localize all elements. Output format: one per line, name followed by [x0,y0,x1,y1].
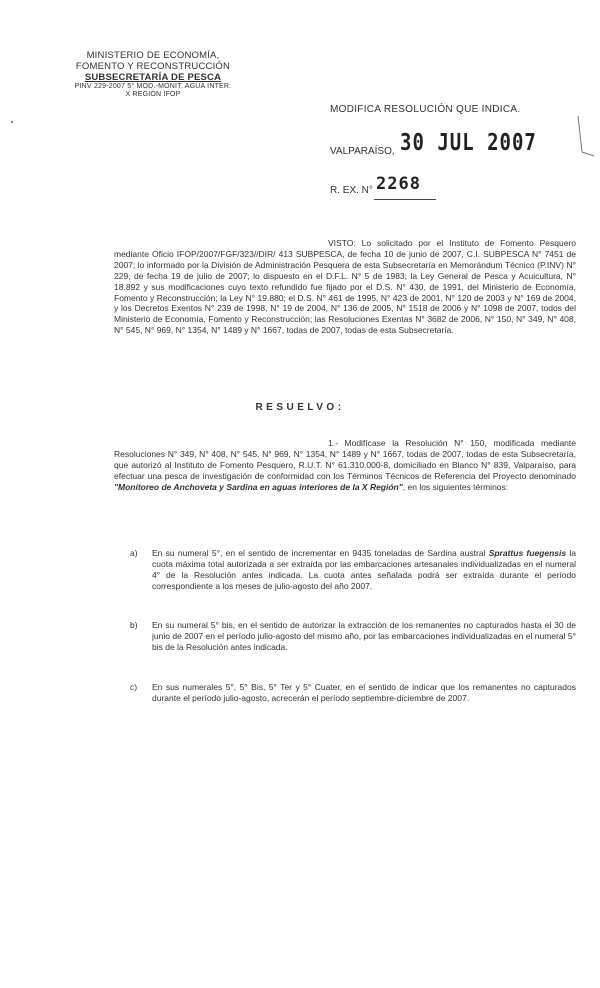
list-item-label: c) [130,682,138,692]
list-item-text: En su numeral 5° bis, en el sentido de autorizar la extracción de los remanentes no capturados hasta el 30 de junio de 2007 en el período julio-agosto del mismo año, por las embarcaciones individualizadas en el numeral 5° bis de la Resolución antes indicada. [152,620,576,652]
list-item-label: a) [130,548,138,558]
header-line-reference: PINV 229-2007 5° MOD.-MONIT. AGUA INTER. [74,83,232,90]
header-line-subsecretaria: SUBSECRETARÍA DE PESCA [84,72,222,83]
resolution-number-underline [374,199,436,200]
article-1-text-pre: 1.- Modifícase la Resolución N° 150, modificada mediante Resoluciones N° 349, N° 408, N° 545, N° 969, N° 1354, N° 1489 y N° 1667, todas de 2007, todas de esta Subsecretaría, que autorizó al Instituto de Fomento Pesquero, R.U.T. N° 61.310.000-8, domiciliado en Blanco N° 839, Valparaíso, para efectuar una pesca de investigación de conformidad con los Términos Técnicos de Referencia del Proyecto denominado [114,438,576,481]
margin-mark-icon [574,112,598,162]
visto-lead: VISTO: [328,238,356,248]
list-item-label: b) [130,620,138,630]
margin-dot-icon [8,118,18,128]
stamped-date: 30 JUL 2007 [400,129,537,157]
resolution-number: 2268 [376,174,421,194]
header-line-ministry: MINISTERIO DE ECONOMÍA, [86,50,220,61]
article-1-text-post: , en los siguientes términos: [402,481,509,492]
item-a-text-post: la cuota máxima total autorizada a ser extraída por las embarcaciones artesanales individualizadas en el numeral 4° de la Resolución antes indicada. La cuota antes señalada podrá ser extraída durante el período correspondiente a los meses de julio-agosto del año 2007. [152,548,576,591]
visto-text: Lo solicitado por el Instituto de Fomento Pesquero mediante Oficio IFOP/2007/FGF/323//DIR/ 413 SUBPESCA, de fecha 10 de junio de 2007, C.I. SUBPESCA N° 7451 de 2007; lo informado por la División de Administración Pesquera de esta Subsecretaría en Memorándum Técnico (P.INV) N° 229, de fecha 19 de julio de 2007; lo dispuesto en el D.F.L. N° 5 de 1983; la Ley General de Pesca y Acuicultura, N° 18.892 y sus modificaciones cuyo texto refundido fue fijado por el D.S. N° 430, de 1991, del Ministerio de Economía, Fomento y Reconstrucción; la Ley N° 19.880; el D.S. N° 461 de 1995, N° 423 de 2001, N° 120 de 2003 y N° 169 de 2004, y los Decretos Exentos N° 239 de 1998, N° 19 de 2004, N° 136 de 2005, N° 1518 de 2006 y N° 1098 de 2007, todos del Ministerio de Economía, Fomento y Reconstrucción; las Resoluciones Exentas N° 3682 de 2006, N° 150, N° 349, N° 408, N° 545, N° 969, N° 1354, N° 1489 y N° 1667, todas de 2007, todas de esta Subsecretaría. [114,238,576,336]
item-a-text-pre: En su numeral 5°, en el sentido de incrementar en 9435 toneladas de Sardina austral [152,548,489,558]
ministry-header [58,50,248,99]
header-line-region: X REGIÓN IFOP [125,91,181,98]
species-name: Sprattus fuegensis [488,548,567,558]
header-line-fomento: FOMENTO Y RECONSTRUCCIÓN [75,61,231,72]
resolution-number-label: R. EX. N° [330,185,373,196]
visto-paragraph [114,238,576,336]
article-1-paragraph [114,438,576,493]
list-item-text: En sus numerales 5°, 5° Bis, 5° Ter y 5° Cuater, en el sentido de indicar que los remanentes no capturados durante el período julio-agosto, acrecerán el período septiembre-diciembre de 2007. [152,682,576,703]
list-item-text [152,548,576,592]
place-label: VALPARAÍSO, [330,146,395,157]
project-name: "Monitoreo de Anchoveta y Sardina en aguas interiores de la X Región" [114,481,403,492]
resuelvo-heading: RESUELVO: [255,402,345,413]
document-title: MODIFICA RESOLUCIÓN QUE INDICA. [330,104,521,115]
